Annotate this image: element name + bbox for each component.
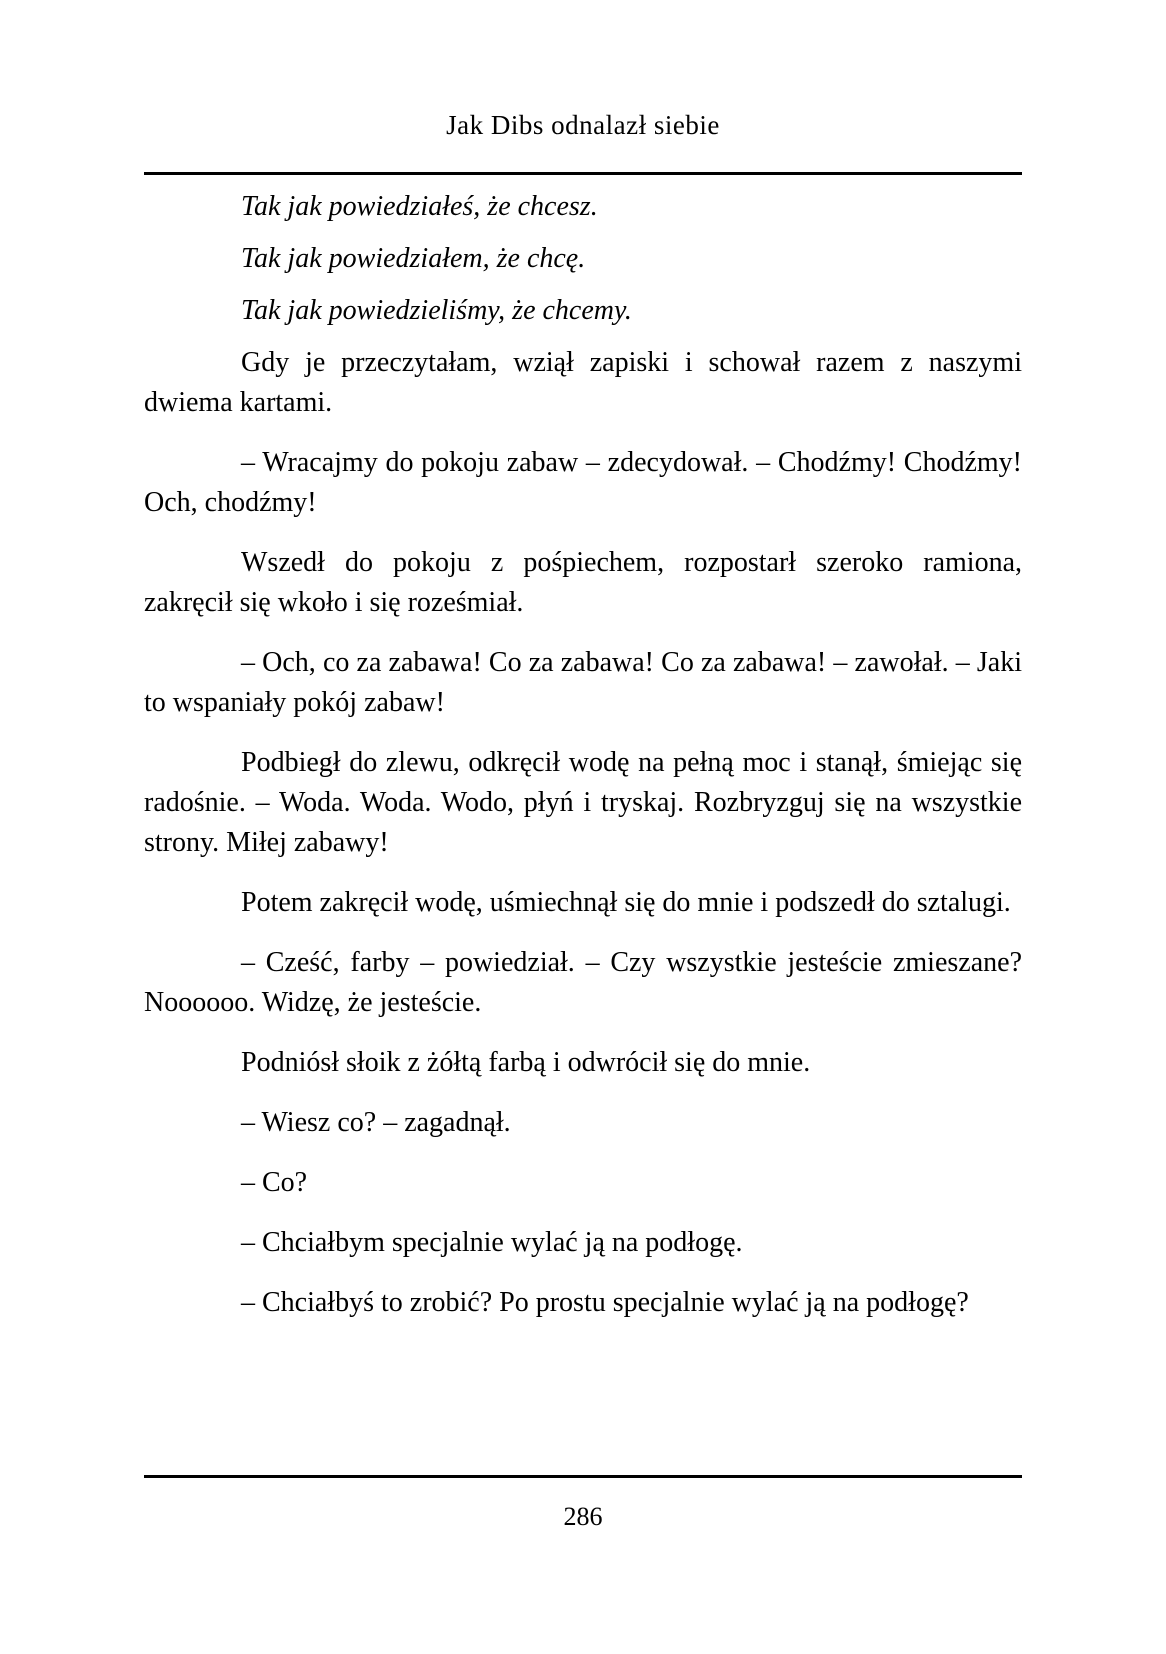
paragraph-9: – Wiesz co? – zagadnął. xyxy=(241,1107,511,1138)
page-number: 286 xyxy=(563,1502,603,1531)
paragraph-11: – Chciałbym specjalnie wylać ją na podłogę. xyxy=(241,1227,743,1258)
epigraph-line-2: Tak jak powiedziałem, że chcę. xyxy=(241,243,586,274)
paragraph-8: Podniósł słoik z żółtą farbą i odwrócił się do mnie. xyxy=(241,1047,811,1078)
epigraph-line-3: Tak jak powiedzieliśmy, że chcemy. xyxy=(241,295,632,326)
paragraph-12: – Chciałbyś to zrobić? Po prostu specjalnie wylać ją na podłogę? xyxy=(241,1287,969,1318)
epigraph-block xyxy=(144,187,1022,331)
epigraph-line-1: Tak jak powiedziałeś, że chcesz. xyxy=(241,191,598,222)
paragraph-10: – Co? xyxy=(241,1167,308,1198)
page-footer xyxy=(144,1475,1022,1532)
footer-rule xyxy=(144,1475,1022,1478)
paragraph-7: – Cześć, farby – powiedział. – Czy wszystkie jesteście zmieszane? Noooooo. Widzę, że jesteście. xyxy=(144,947,1022,1018)
paragraph-3: Wszedł do pokoju z pośpiechem, rozpostarł szeroko ramiona, zakręcił się wkoło i się roześmiał. xyxy=(144,547,1022,618)
paragraph-6: Potem zakręcił wodę, uśmiechnął się do mnie i podszedł do sztalugi. xyxy=(241,887,1011,918)
paragraph-4: – Och, co za zabawa! Co za zabawa! Co za zabawa! – zawołał. – Jaki to wspaniały pokój zabaw! xyxy=(144,647,1022,718)
paragraph-1: Gdy je przeczytałam, wziął zapiski i schował razem z naszymi dwiema kartami. xyxy=(144,347,1022,418)
body-text xyxy=(144,343,1022,1323)
page-content xyxy=(144,110,1022,1343)
header-rule xyxy=(144,172,1022,175)
paragraph-5: Podbiegł do zlewu, odkręcił wodę na pełną moc i stanął, śmiejąc się radośnie. – Woda. Woda. Wodo, płyń i tryskaj. Rozbryzguj się na wszystkie strony. Miłej zabawy! xyxy=(144,747,1022,858)
paragraph-2: – Wracajmy do pokoju zabaw – zdecydował. – Chodźmy! Chodźmy! Och, chodźmy! xyxy=(144,447,1022,518)
running-header-title: Jak Dibs odnalazł siebie xyxy=(446,110,720,140)
